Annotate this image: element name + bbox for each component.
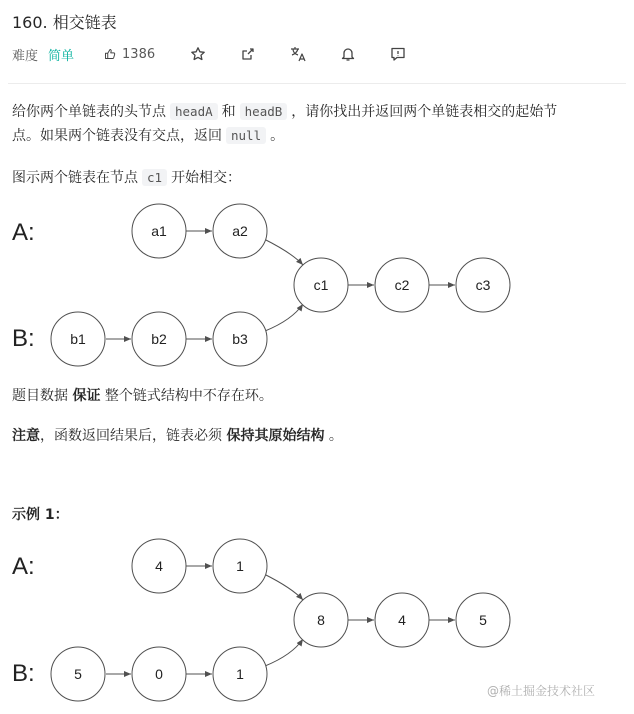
node-label: 8 xyxy=(317,612,325,628)
like-count: 1386 xyxy=(122,46,156,62)
note-text: 整个链式结构中不存在环。 xyxy=(104,388,273,404)
node-b-3 xyxy=(213,647,267,701)
desc-text: ，请你找出并返回两个单链表相交的起始节 xyxy=(291,104,558,120)
share-icon[interactable] xyxy=(239,45,257,63)
edge-b3-c1 xyxy=(265,304,303,331)
feedback-icon[interactable] xyxy=(389,45,407,63)
description-paragraph-2 xyxy=(12,166,241,190)
watermark: @稀土掘金技术社区 xyxy=(487,684,596,698)
example-title: 示例 1： xyxy=(12,507,69,523)
node-shared-2 xyxy=(375,593,429,647)
bell-icon[interactable] xyxy=(339,45,357,63)
desc-text: 图示两个链表在节点 xyxy=(12,170,138,186)
node-b1 xyxy=(51,312,105,366)
header-divider xyxy=(8,83,626,84)
node-label: b2 xyxy=(151,331,167,347)
problem-title: 160. 相交链表 xyxy=(12,13,117,32)
node-shared-1 xyxy=(294,593,348,647)
node-label: c1 xyxy=(313,277,329,293)
problem-meta-bar xyxy=(12,44,407,64)
node-shared-3 xyxy=(456,593,510,647)
node-label: 4 xyxy=(155,558,163,574)
list-b-label: B: xyxy=(12,660,35,687)
desc-text: 和 xyxy=(221,104,236,120)
desc-text: 。 xyxy=(270,128,285,144)
edge-a2-shared xyxy=(264,574,303,600)
code-c1: c1 xyxy=(142,169,167,186)
translate-icon[interactable] xyxy=(289,45,307,63)
list-b-label: B: xyxy=(12,325,35,352)
like-button[interactable] xyxy=(104,45,155,63)
code-headA: headA xyxy=(170,103,218,120)
node-label: a2 xyxy=(232,223,248,239)
list-a-label: A: xyxy=(12,219,35,246)
node-c3 xyxy=(456,258,510,312)
code-headB: headB xyxy=(240,103,288,120)
node-label: b1 xyxy=(70,331,86,347)
note-bold: 保证 xyxy=(72,388,101,404)
node-label: a1 xyxy=(151,223,167,239)
note-text: 题目数据 xyxy=(12,388,68,404)
node-label: b3 xyxy=(232,331,248,347)
node-label: 1 xyxy=(236,558,244,574)
note-keep-structure xyxy=(12,424,343,448)
node-a1 xyxy=(132,204,186,258)
desc-text: 点。如果两个链表没有交点，返回 xyxy=(12,128,222,144)
desc-text: 给你两个单链表的头节点 xyxy=(12,104,166,120)
node-label: 4 xyxy=(398,612,406,628)
edge-b3-shared xyxy=(265,639,303,666)
node-c2 xyxy=(375,258,429,312)
note-bold: 保持其原始结构 xyxy=(226,428,325,444)
node-c1 xyxy=(294,258,348,312)
star-icon[interactable] xyxy=(189,45,207,63)
description-paragraph-1 xyxy=(12,100,627,148)
note-bold: 注意 xyxy=(12,428,40,444)
code-null: null xyxy=(226,127,266,144)
linked-list-diagram-1 xyxy=(0,195,634,375)
node-label: 0 xyxy=(155,666,163,682)
node-label: 1 xyxy=(236,666,244,682)
node-label: 5 xyxy=(74,666,82,682)
node-a2 xyxy=(213,204,267,258)
example-1-title xyxy=(12,503,69,527)
node-b-1 xyxy=(51,647,105,701)
node-b3 xyxy=(213,312,267,366)
difficulty-label: 难度 xyxy=(12,48,39,64)
node-label: c3 xyxy=(475,277,491,293)
node-a-2 xyxy=(213,539,267,593)
list-a-label: A: xyxy=(12,553,35,580)
edge-a2-c1 xyxy=(264,239,303,265)
desc-text: 开始相交： xyxy=(171,170,242,186)
thumbs-up-icon xyxy=(104,45,122,63)
note-no-cycle xyxy=(12,384,273,408)
node-label: c2 xyxy=(394,277,410,293)
node-b-2 xyxy=(132,647,186,701)
node-label: 5 xyxy=(479,612,487,628)
node-a-1 xyxy=(132,539,186,593)
note-text: ，函数返回结果后，链表必须 xyxy=(40,428,222,444)
node-b2 xyxy=(132,312,186,366)
difficulty-badge: 简单 xyxy=(48,48,75,64)
note-text: 。 xyxy=(328,428,343,444)
